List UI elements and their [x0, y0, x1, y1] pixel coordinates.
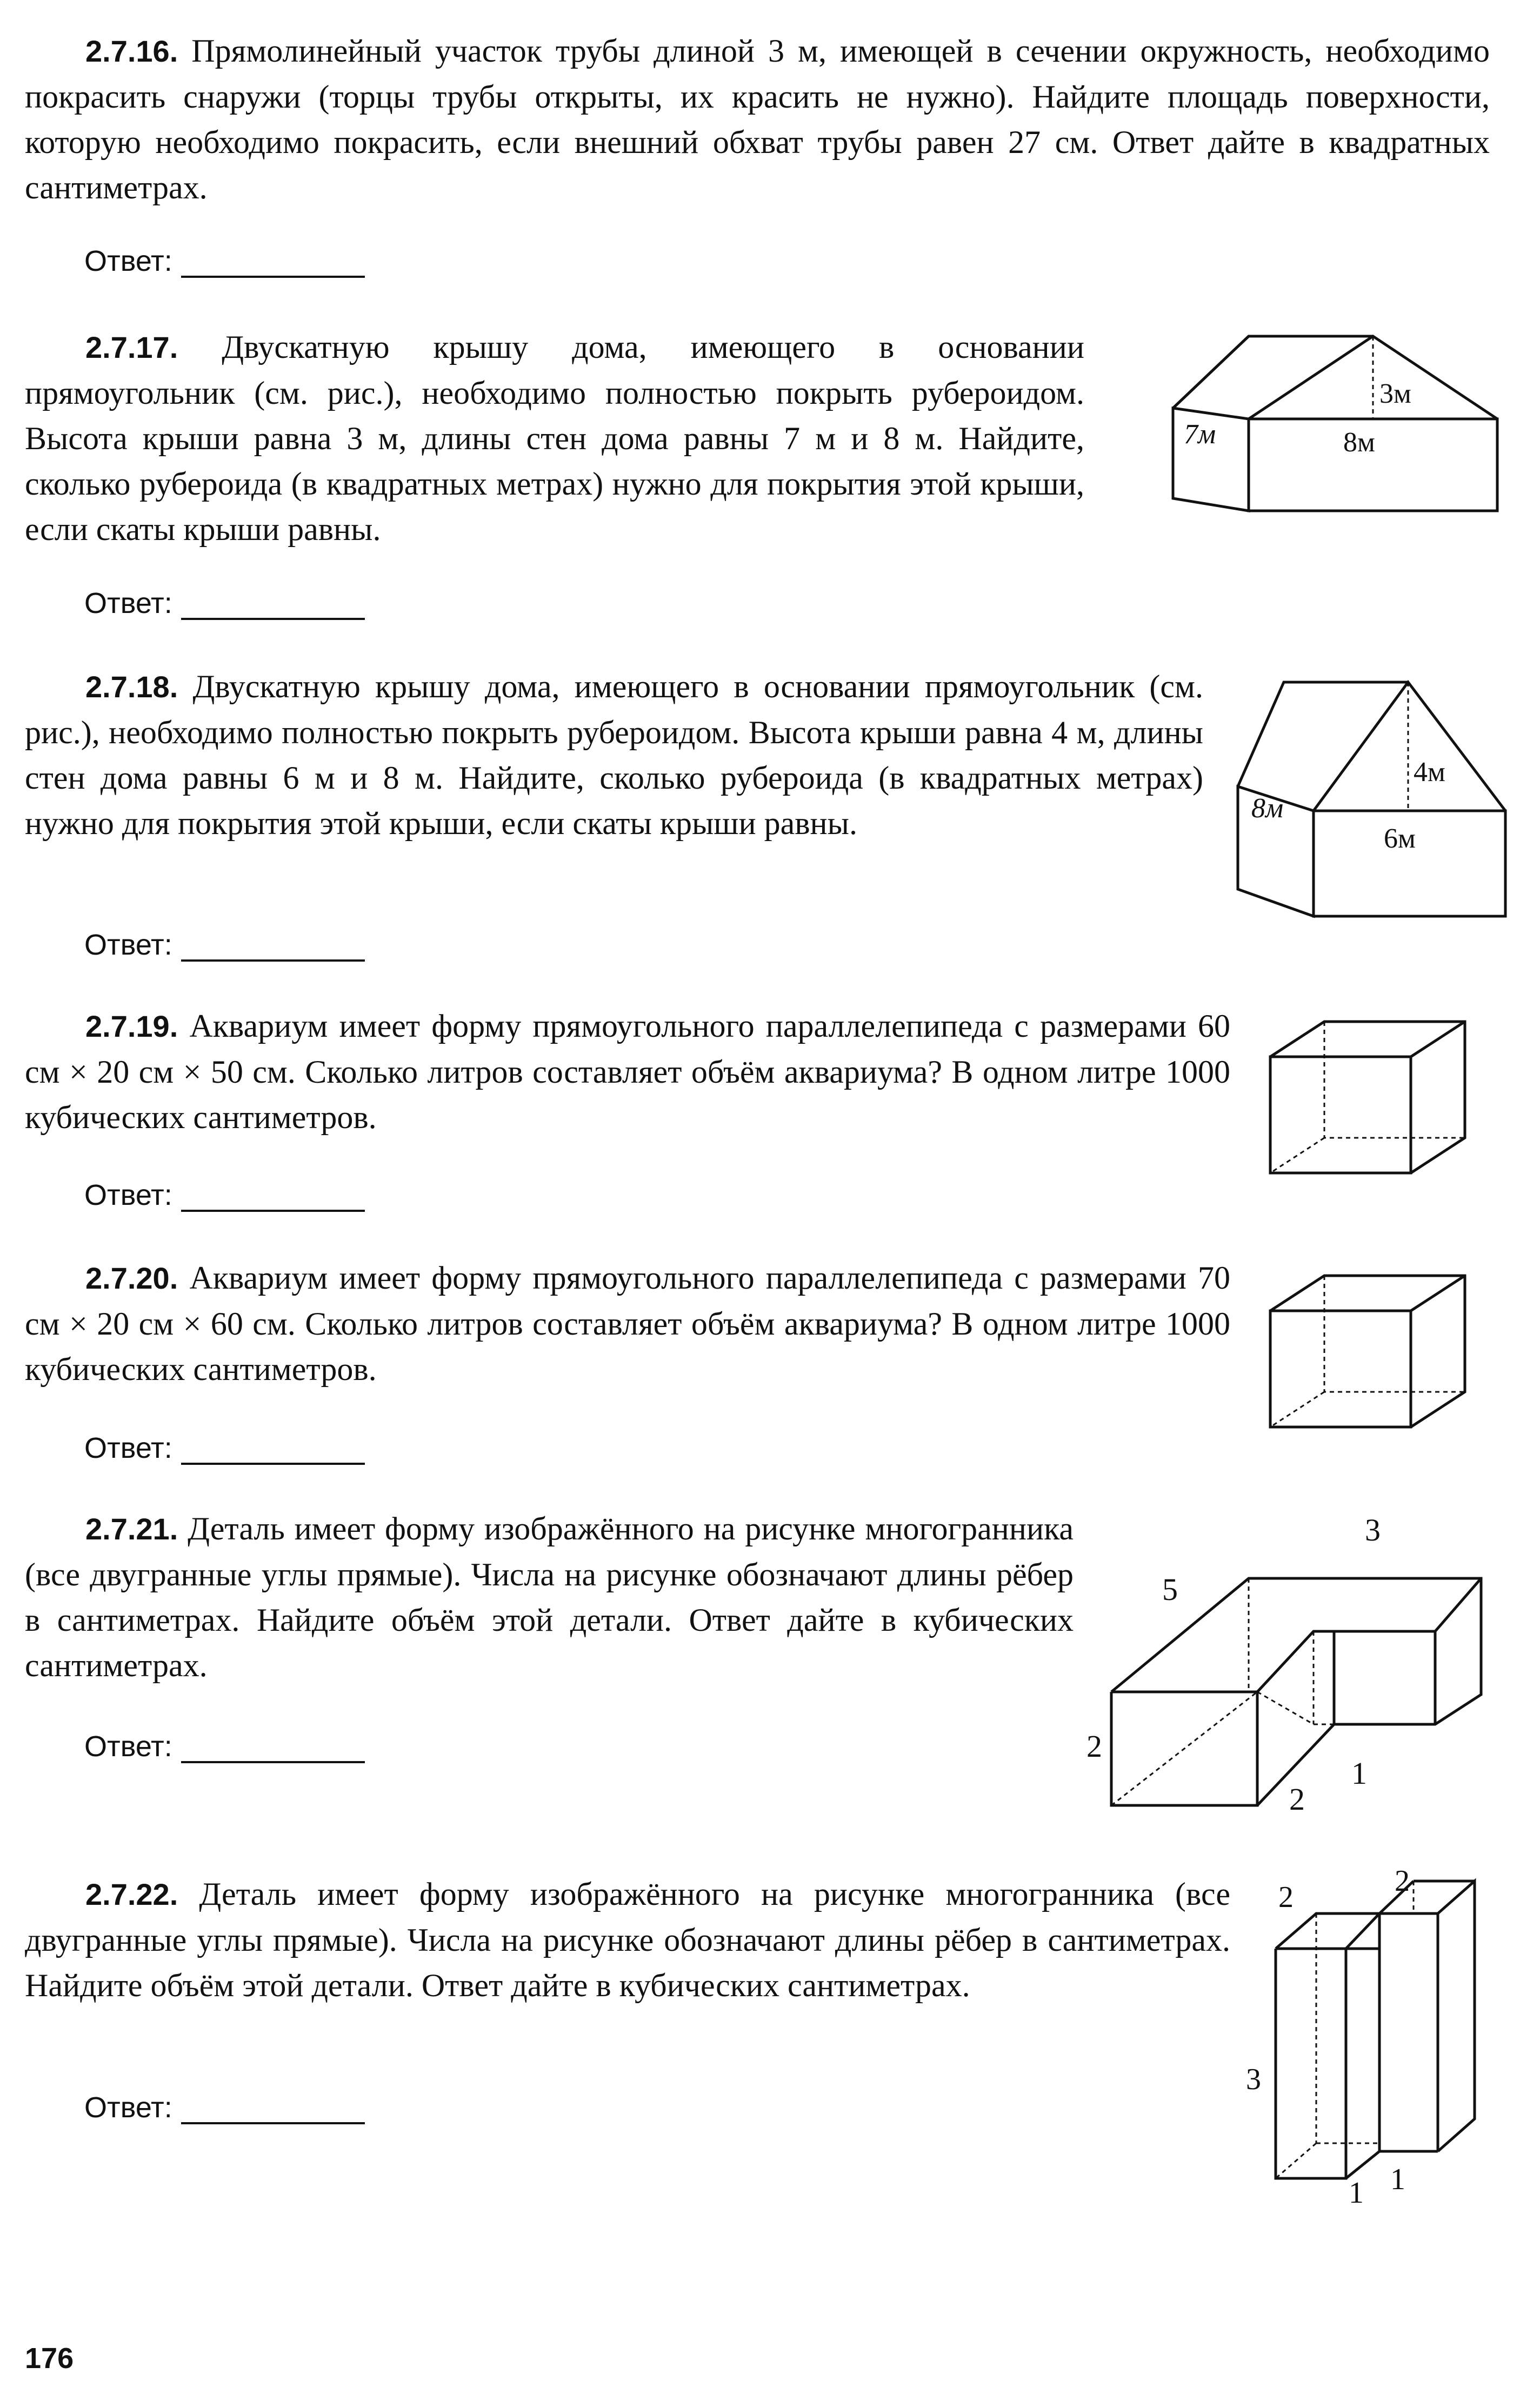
problem-text: Двускатную крышу дома, имеющего в основании прямоугольник (см. рис.), необходимо полностью покрыть рубероидом. Высота крыши равна 3 м, длины стен дома равны 7 м и 8 м. Найдите, сколько рубероида (в квадратных метрах) нужно для покрытия этой крыши, если скаты крыши равны. [25, 329, 1085, 547]
problem-2-7-20 [25, 1255, 1230, 1392]
bottom-right-edge-label: 1 [1390, 2163, 1405, 2196]
figure-house-roof-2 [1232, 676, 1514, 927]
answer-field-2-7-21[interactable] [84, 1730, 365, 1763]
answer-line[interactable] [181, 1188, 365, 1212]
answer-label: Ответ: [84, 587, 172, 619]
problem-number: 2.7.17. [85, 330, 178, 364]
figure-aquarium-1 [1265, 1016, 1470, 1181]
height-edge-label: 2 [1086, 1729, 1102, 1764]
parallelepiped-diagram [1265, 1270, 1470, 1432]
problem-number: 2.7.20. [85, 1261, 178, 1295]
depth-label: 7м [1184, 419, 1216, 450]
figure-house-roof-1 [1168, 330, 1514, 516]
polyhedron-diagram [1081, 1513, 1492, 1816]
problem-2-7-21 [25, 1506, 1074, 1688]
answer-label: Ответ: [84, 245, 172, 277]
problem-text: Деталь имеет форму изображённого на рисунке многогранника (все двугранные углы прямые). Числа на рисунке обозначают длины рёбер в сантиметрах. Найдите объём этой детали. Ответ дайте в кубических сантиметрах. [25, 1511, 1074, 1683]
problem-number: 2.7.19. [85, 1009, 178, 1043]
answer-field-2-7-16[interactable] [84, 244, 365, 278]
step-edge-label: 1 [1351, 1756, 1367, 1791]
problem-number: 2.7.21. [85, 1512, 178, 1546]
answer-line[interactable] [181, 2101, 365, 2124]
answer-field-2-7-19[interactable] [84, 1178, 365, 1212]
problem-number: 2.7.18. [85, 670, 178, 704]
figure-polyhedron-2 [1243, 1864, 1503, 2213]
top-edge-label: 3 [1365, 1512, 1381, 1548]
height-edge-label: 3 [1246, 2063, 1261, 2096]
problem-2-7-17 [25, 324, 1084, 552]
answer-label: Ответ: [84, 1179, 172, 1211]
answer-field-2-7-22[interactable] [84, 2091, 365, 2124]
answer-line[interactable] [181, 1739, 365, 1763]
polyhedron-diagram [1243, 1864, 1503, 2211]
problem-2-7-19 [25, 1003, 1230, 1140]
depth-edge-label: 5 [1162, 1572, 1178, 1607]
top-left-edge-label: 2 [1278, 1881, 1294, 1914]
roof-height-label: 3м [1379, 378, 1411, 409]
answer-label: Ответ: [84, 2091, 172, 2124]
problem-text: Аквариум имеет форму прямоугольного параллелепипеда с размерами 70 см × 20 см × 60 см. Сколько литров составляет объём аквариума? В одном литре 1000 кубических сантиметров. [25, 1260, 1230, 1387]
problem-2-7-18 [25, 664, 1203, 846]
answer-line[interactable] [181, 596, 365, 620]
front-edge-label: 2 [1289, 1782, 1305, 1817]
depth-label: 8м [1251, 793, 1284, 824]
answer-label: Ответ: [84, 1432, 172, 1464]
problem-number: 2.7.22. [85, 1877, 178, 1911]
problem-text: Деталь имеет форму изображённого на рисунке многогранника (все двугранные углы прямые). Числа на рисунке обозначают длины рёбер в сантиметрах. Найдите объём этой детали. Ответ дайте в кубических сантиметрах. [25, 1876, 1231, 2003]
top-right-edge-label: 2 [1395, 1864, 1410, 1898]
problem-text: Аквариум имеет форму прямоугольного параллелепипеда с размерами 60 см × 20 см × 50 см. Сколько литров составляет объём аквариума? В одном литре 1000 кубических сантиметров. [25, 1008, 1230, 1135]
problem-text: Двускатную крышу дома, имеющего в основании прямоугольник (см. рис.), необходимо полностью покрыть рубероидом. Высота крыши равна 4 м, длины стен дома равны 6 м и 8 м. Найдите, сколько рубероида (в квадратных метрах) нужно для покрытия этой крыши, если скаты крыши равны. [25, 669, 1204, 841]
answer-line[interactable] [181, 254, 365, 278]
parallelepiped-diagram [1265, 1016, 1470, 1178]
answer-field-2-7-20[interactable] [84, 1431, 365, 1465]
house-roof-diagram [1232, 676, 1514, 924]
house-roof-diagram [1168, 330, 1514, 514]
figure-polyhedron-1 [1081, 1513, 1492, 1819]
problem-2-7-22 [25, 1871, 1230, 2008]
roof-height-label: 4м [1414, 757, 1445, 788]
answer-label: Ответ: [84, 929, 172, 961]
problem-text: Прямолинейный участок трубы длиной 3 м, имеющей в сечении окружность, необходимо покрасить снаружи (торцы трубы открыты, их красить не нужно). Найдите площадь поверхности, которую необходимо покрасить, если внешний обхват трубы равен 27 см. Ответ дайте в квадратных сантиметрах. [25, 33, 1490, 205]
bottom-left-edge-label: 1 [1349, 2176, 1364, 2210]
problem-number: 2.7.16. [85, 34, 178, 68]
width-label: 6м [1384, 823, 1416, 854]
answer-line[interactable] [181, 1441, 365, 1465]
answer-field-2-7-17[interactable] [84, 586, 365, 620]
page-number: 176 [25, 2342, 74, 2375]
answer-field-2-7-18[interactable] [84, 928, 365, 962]
answer-label: Ответ: [84, 1730, 172, 1763]
figure-aquarium-2 [1265, 1270, 1470, 1435]
answer-line[interactable] [181, 938, 365, 962]
width-label: 8м [1343, 427, 1375, 458]
problem-2-7-16 [25, 28, 1490, 210]
